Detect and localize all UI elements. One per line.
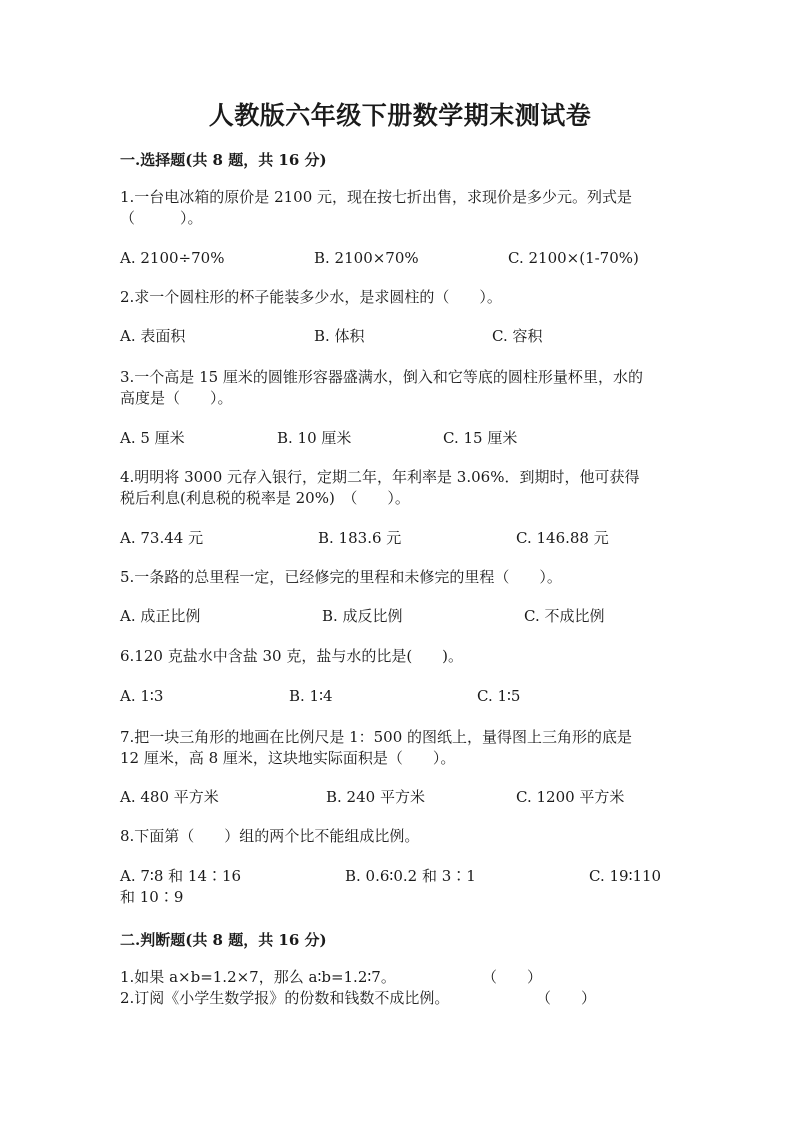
- question-8-option-b: B. 0.6∶0.2 和 3∶1: [345, 867, 476, 885]
- section-heading-choice: 一.选择题(共 8 题，共 16 分): [120, 151, 327, 169]
- judgement-item-1-text: 1.如果 a×b=1.2×7，那么 a∶b=1.2∶7。: [120, 968, 396, 986]
- question-6-line-1: 6.120 克盐水中含盐 30 克，盐与水的比是( )。: [120, 647, 464, 665]
- question-5-line-1: 5.一条路的总里程一定，已经修完的里程和未修完的里程（ ）。: [120, 568, 562, 586]
- question-4-option-b: B. 183.6 元: [318, 529, 402, 547]
- question-6-option-b: B. 1∶4: [289, 687, 333, 705]
- question-7-option-a: A. 480 平方米: [120, 788, 219, 806]
- question-8-option-c: C. 19∶110: [589, 867, 662, 885]
- question-5-option-c: C. 不成比例: [524, 607, 605, 625]
- question-3-option-a: A. 5 厘米: [120, 429, 185, 447]
- question-4-option-a: A. 73.44 元: [120, 529, 204, 547]
- question-8-line-1: 8.下面第（ ）组的两个比不能组成比例。: [120, 827, 420, 845]
- question-3-line-2: 高度是（ ）。: [120, 389, 233, 407]
- question-7-option-c: C. 1200 平方米: [516, 788, 625, 806]
- question-6-option-a: A. 1∶3: [120, 687, 164, 705]
- question-3-line-1: 3.一个高是 15 厘米的圆锥形容器盛满水，倒入和它等底的圆柱形量杯里，水的: [120, 368, 643, 386]
- question-1-line-2: （ ）。: [120, 209, 203, 227]
- question-4-line-2: 税后利息(利息税的税率是 20%) （ ）。: [120, 489, 410, 507]
- question-3-option-c: C. 15 厘米: [443, 429, 518, 447]
- question-7-line-2: 12 厘米，高 8 厘米，这块地实际面积是（ ）。: [120, 749, 456, 767]
- question-2-line-1: 2.求一个圆柱形的杯子能装多少水，是求圆柱的（ ）。: [120, 288, 502, 306]
- question-1-option-c: C. 2100×(1-70%): [508, 249, 639, 267]
- question-4-option-c: C. 146.88 元: [516, 529, 609, 547]
- section-heading-judgement: 二.判断题(共 8 题，共 16 分): [120, 931, 327, 949]
- page-title: 人教版六年级下册数学期末测试卷: [208, 101, 592, 130]
- question-1-option-b: B. 2100×70%: [314, 249, 419, 267]
- question-5-option-a: A. 成正比例: [120, 607, 201, 625]
- judgement-item-2-answer-blank[interactable]: （ ）: [536, 989, 597, 1007]
- question-2-option-b: B. 体积: [314, 327, 365, 345]
- judgement-item-1-answer-blank[interactable]: （ ）: [482, 968, 543, 986]
- question-8-option-c-continued: 和 10∶9: [120, 888, 184, 906]
- question-3-option-b: B. 10 厘米: [277, 429, 352, 447]
- question-2-option-a: A. 表面积: [120, 327, 186, 345]
- judgement-item-2-text: 2.订阅《小学生数学报》的份数和钱数不成比例。: [120, 989, 450, 1007]
- question-8-option-a: A. 7∶8 和 14∶16: [120, 867, 242, 885]
- question-1-line-1: 1.一台电冰箱的原价是 2100 元，现在按七折出售，求现价是多少元。列式是: [120, 188, 633, 206]
- question-6-option-c: C. 1∶5: [477, 687, 521, 705]
- question-4-line-1: 4.明明将 3000 元存入银行，定期二年，年利率是 3.06%．到期时，他可获得: [120, 468, 640, 486]
- question-5-option-b: B. 成反比例: [322, 607, 403, 625]
- question-7-option-b: B. 240 平方米: [326, 788, 425, 806]
- question-7-line-1: 7.把一块三角形的地画在比例尺是 1：500 的图纸上，量得图上三角形的底是: [120, 728, 633, 746]
- question-2-option-c: C. 容积: [492, 327, 543, 345]
- question-1-option-a: A. 2100÷70%: [120, 249, 225, 267]
